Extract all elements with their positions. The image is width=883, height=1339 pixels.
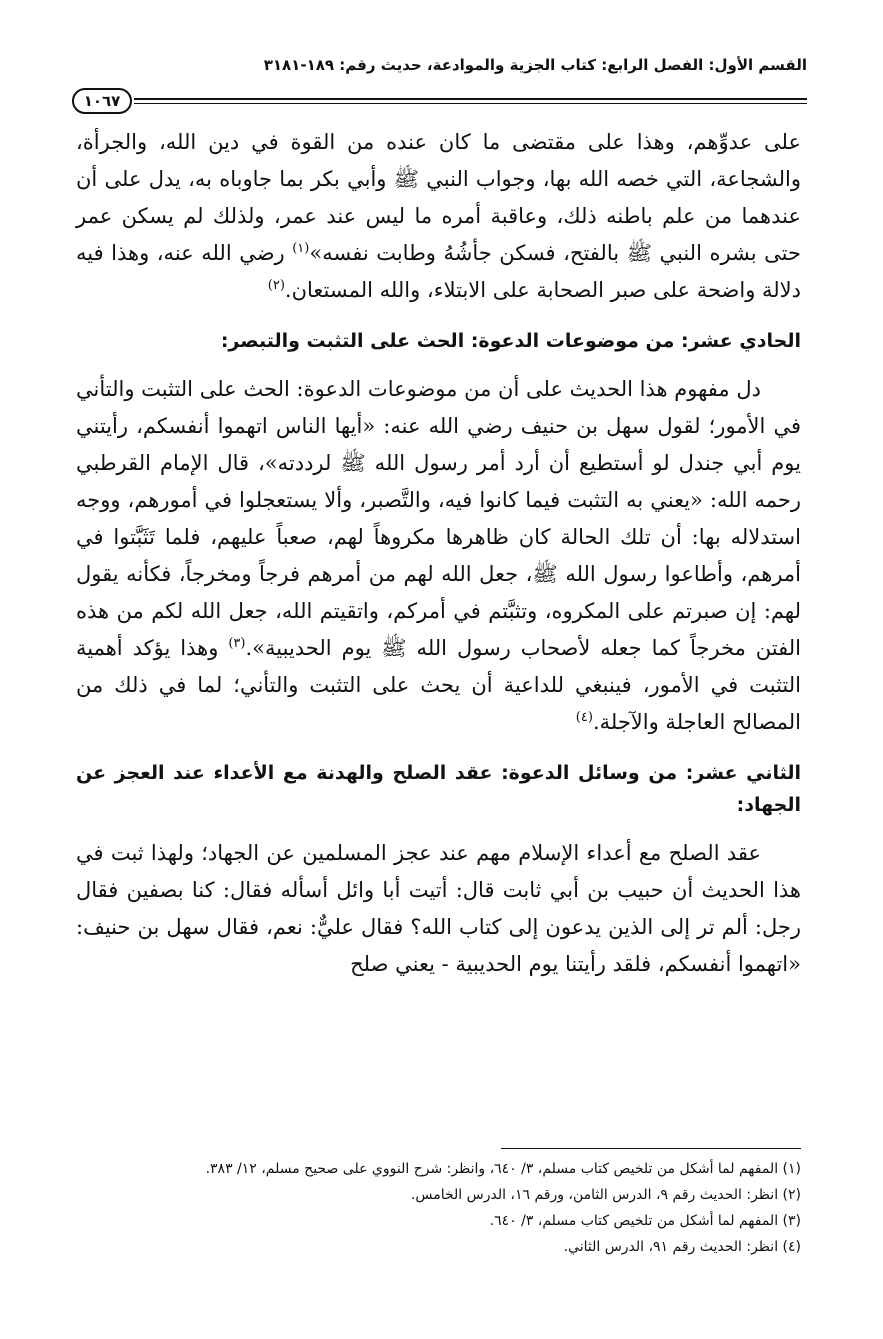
paragraph-1-text-b: رضي الله عنه، وهذا فيه دلالة واضحة على صبر الصحابة على الابتلاء، والله المستعان. <box>76 241 801 302</box>
footnote-ref-3: (٣) <box>228 636 246 651</box>
footnote-ref-4: (٤) <box>575 710 593 725</box>
paragraph-2 <box>76 371 801 741</box>
footnote-ref-2: (٢) <box>267 278 285 293</box>
footnote-2: (٢) انظر: الحديث رقم ٩، الدرس الثامن، ورقم ١٦، الدرس الخامس. <box>410 1187 801 1203</box>
footnote-separator <box>501 1148 801 1149</box>
header-rule-thick <box>134 98 807 100</box>
section-heading-12: الثاني عشر: من وسائل الدعوة: عقد الصلح والهدنة مع الأعداء عند العجز عن الجهاد: <box>76 762 801 816</box>
page-number: ١٠٦٧ <box>72 88 132 114</box>
paragraph-1-text: على عدوِّهم، وهذا على مقتضى ما كان عنده من القوة في دين الله، والجرأة، والشجاعة، التي خصه الله بها، وجواب النبي ﷺ وأبي بكر بما جاوباه به، يدل على أن عندهما من علم باطنه ذلك، وعاقبة أمره ما ليس عند عمر، ولذلك لم يسكن عمر حتى بشره النبي ﷺ بالفتح، فسكن جأشُهُ وطابت نفسه» <box>76 130 801 265</box>
section-heading-11: الحادي عشر: من موضوعات الدعوة: الحث على التثبت والتبصر: <box>220 330 801 352</box>
footnote-1: (١) المفهم لما أشكل من تلخيص كتاب مسلم، ٣/ ٦٤٠، وانظر: شرح النووي على صحيح مسلم، ١٢/ ٣٨٣. <box>205 1161 801 1177</box>
paragraph-2-text-b: وهذا يؤكد أهمية التثبت في الأمور، فينبغي للداعية أن يحث على التثبت والتأني؛ لما في ذلك من المصالح العاجلة والآجلة. <box>76 636 801 734</box>
footnote-3: (٣) المفهم لما أشكل من تلخيص كتاب مسلم، ٣/ ٦٤٠. <box>489 1213 801 1229</box>
footnotes <box>76 1156 801 1260</box>
paragraph-1 <box>76 124 801 309</box>
paragraph-3: عقد الصلح مع أعداء الإسلام مهم عند عجز المسلمين عن الجهاد؛ ولهذا ثبت في هذا الحديث أن حبيب بن أبي ثابت قال: أتيت أبا وائل أسأله فقال: كنا بصفين فقال رجل: ألم تر إلى الذين يدعون إلى كتاب الله؟ فقال عليٌّ: نعم، فقال سهل بن حنيف: «اتهموا أنفسكم، فلقد رأيتنا يوم الحديبية - يعني صلح <box>76 841 801 976</box>
footnote-4: (٤) انظر: الحديث رقم ٩١، الدرس الثاني. <box>563 1239 801 1255</box>
footnote-ref-1: (١) <box>292 241 310 256</box>
header-rule-area <box>72 88 807 118</box>
paragraph-2-text: دل مفهوم هذا الحديث على أن من موضوعات الدعوة: الحث على التثبت والتأني في الأمور؛ لقول سهل بن حنيف رضي الله عنه: «أيها الناس اتهموا أنفسكم، رأيتني يوم أبي جندل لو أستطيع أن أرد أمر رسول الله ﷺ لرددته»، قال الإمام القرطبي رحمه الله: «يعني به التثبت فيما كانوا فيه، والتَّصبر، وألا يستعجلوا في أمورهم، ووجه استدلاله بها: أن تلك الحالة كان ظاهرها مكروهاً لهم، صعباً عليهم، فلما تَثَبَّتوا في أمرهم، وأطاعوا رسول الله ﷺ، جعل الله لهم من أمرهم فرجاً ومخرجاً، فكأنه يقول لهم: إن صبرتم على المكروه، وتثبَّتم في أمركم، واتقيتم الله، جعل الله لكم من هذه الفتن مخرجاً كما جعله لأصحاب رسول الله ﷺ يوم الحديبية». <box>76 377 801 660</box>
main-text <box>76 124 801 1164</box>
running-header: القسم الأول: الفصل الرابع: كتاب الجزية والموادعة، حديث رقم: ١٨٩-٣١٨١ <box>263 56 807 74</box>
header-rule-thin <box>134 103 807 104</box>
